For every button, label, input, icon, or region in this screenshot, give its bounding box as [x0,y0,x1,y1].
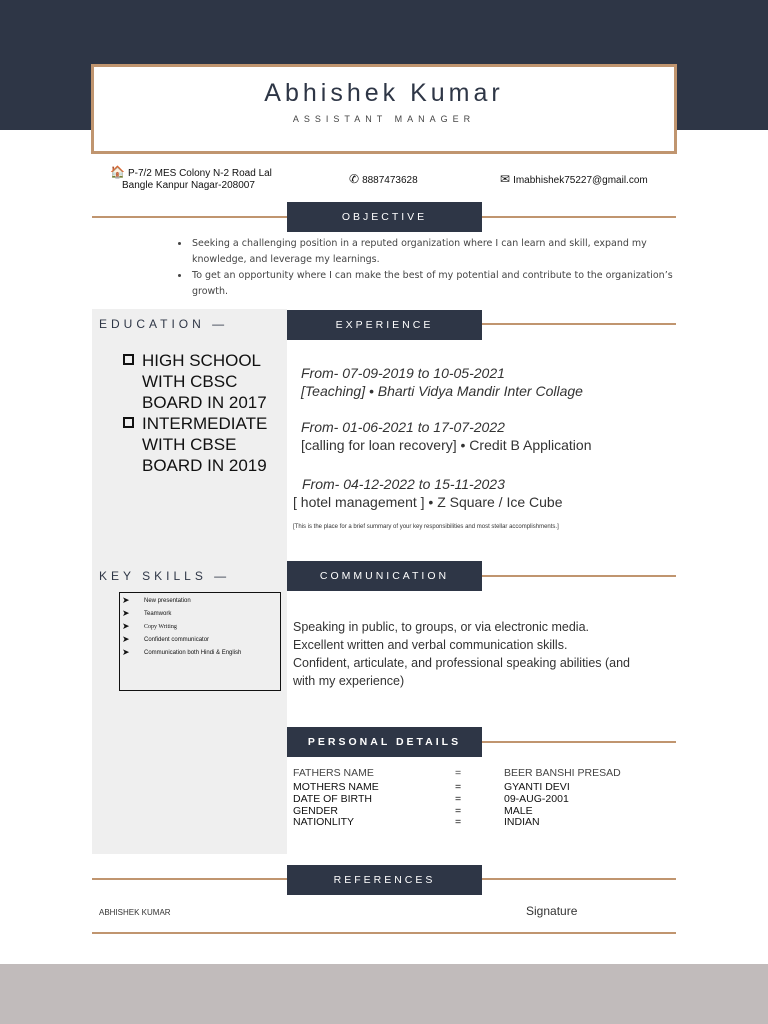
key-skills-heading: KEY SKILLS — [99,569,231,583]
checkbox-icon [123,354,134,365]
details-value: GYANTI DEVI [504,781,570,793]
name-box [91,64,677,154]
arrow-bullet-icon: ➤ [122,634,130,644]
experience-role: [ hotel management ] • Z Square / Ice Cube [293,494,563,510]
details-row [293,793,673,805]
experience-date: From- 07-09-2019 to 10-05-2021 [301,365,505,381]
signature-label: Signature [526,904,578,918]
experience-role: [Teaching] • Bharti Vidya Mandir Inter Collage [301,383,583,399]
candidate-name: Abhishek Kumar [264,79,504,107]
personal-details-heading: PERSONAL DETAILS [287,727,482,757]
arrow-bullet-icon: ➤ [122,621,130,631]
details-key: NATIONLITY [293,816,355,828]
education-item [121,350,281,413]
skill-text: New presentation [144,597,191,604]
details-value: MALE [504,805,533,817]
details-value: INDIAN [504,816,540,828]
communication-text [293,618,663,690]
reference-name: ABHISHEK KUMAR [99,908,171,917]
candidate-role: ASSISTANT MANAGER [292,114,476,124]
checkbox-icon [123,417,134,428]
skill-item [122,647,241,658]
objective-heading: OBJECTIVE [287,202,482,232]
details-eq: = [455,781,462,793]
communication-line: with my experience) [293,674,405,688]
experience-role: [calling for loan recovery] • Credit B Application [301,437,592,453]
education-item [121,413,281,476]
experience-heading: EXPERIENCE [287,310,482,340]
email-icon: ✉ [500,172,511,186]
skill-item [122,595,191,606]
divider-personal-details [482,741,676,743]
references-heading: REFERENCES [287,865,482,895]
address [110,166,280,192]
objective-list [174,236,674,300]
phone [349,173,418,187]
divider-communication [482,575,676,577]
details-row [293,767,673,779]
arrow-bullet-icon: ➤ [122,595,130,605]
details-row [293,816,673,828]
skill-text: Confident communicator [144,636,210,643]
experience-date: From- 01-06-2021 to 17-07-2022 [301,419,505,435]
details-row [293,781,673,793]
skill-text: Teamwork [144,610,172,617]
address-line1: P-7/2 MES Colony N-2 Road Lal [127,168,272,179]
education-heading: EDUCATION — [99,317,229,331]
details-eq: = [455,767,462,779]
house-icon: 🏠 [110,165,125,179]
experience-item [301,418,592,454]
footer-band [0,964,768,1024]
details-eq: = [455,793,462,805]
email [500,173,648,187]
divider-bottom [92,932,676,934]
experience-date: From- 04-12-2022 to 15-11-2023 [302,476,505,492]
details-eq: = [455,816,462,828]
details-key: FATHERS NAME [293,767,374,779]
skill-item [122,608,171,619]
details-key: MOTHERS NAME [293,781,379,793]
communication-line: Confident, articulate, and professional speaking abilities (and [293,656,631,670]
education-text: INTERMEDIATE WITH CBSE BOARD IN 2019 [142,414,268,475]
details-value: 09-AUG-2001 [504,793,569,805]
skill-item [122,621,177,632]
communication-line: Excellent written and verbal communication skills. [293,638,568,652]
details-value: BEER BANSHI PRESAD [504,767,621,779]
key-skills-box [119,592,281,691]
divider-experience [482,323,676,325]
communication-heading: COMMUNICATION [287,561,482,591]
education-list [121,350,281,476]
skill-text: Communication both Hindi & English [144,649,242,656]
skill-item [122,634,209,645]
details-key: DATE OF BIRTH [293,793,372,805]
objective-item: • Seeking a challenging position in a reputed organization where I can learn and skill, expand my knowledge, and leverage my learnings. [190,236,674,268]
skill-text: Copy Writing [144,623,177,630]
experience-note: [This is the place for a brief summary of your key responsibilities and most stellar accomplishments.] [293,524,559,530]
phone-icon: ✆ [349,172,360,186]
arrow-bullet-icon: ➤ [122,647,130,657]
education-text: HIGH SCHOOL WITH CBSC BOARD IN 2017 [142,351,267,412]
arrow-bullet-icon: ➤ [122,608,130,618]
email-address: Imabhishek75227@gmail.com [513,175,648,186]
experience-item [293,475,563,511]
details-eq: = [455,805,462,817]
objective-item: • To get an opportunity where I can make the best of my potential and contribute to the organization’s growth. [190,268,674,300]
details-key: GENDER [293,805,338,817]
phone-number: 8887473628 [362,175,418,186]
communication-line: Speaking in public, to groups, or via electronic media. [293,620,589,634]
address-line2: Bangle Kanpur Nagar-208007 [122,180,255,191]
experience-item [301,364,583,400]
